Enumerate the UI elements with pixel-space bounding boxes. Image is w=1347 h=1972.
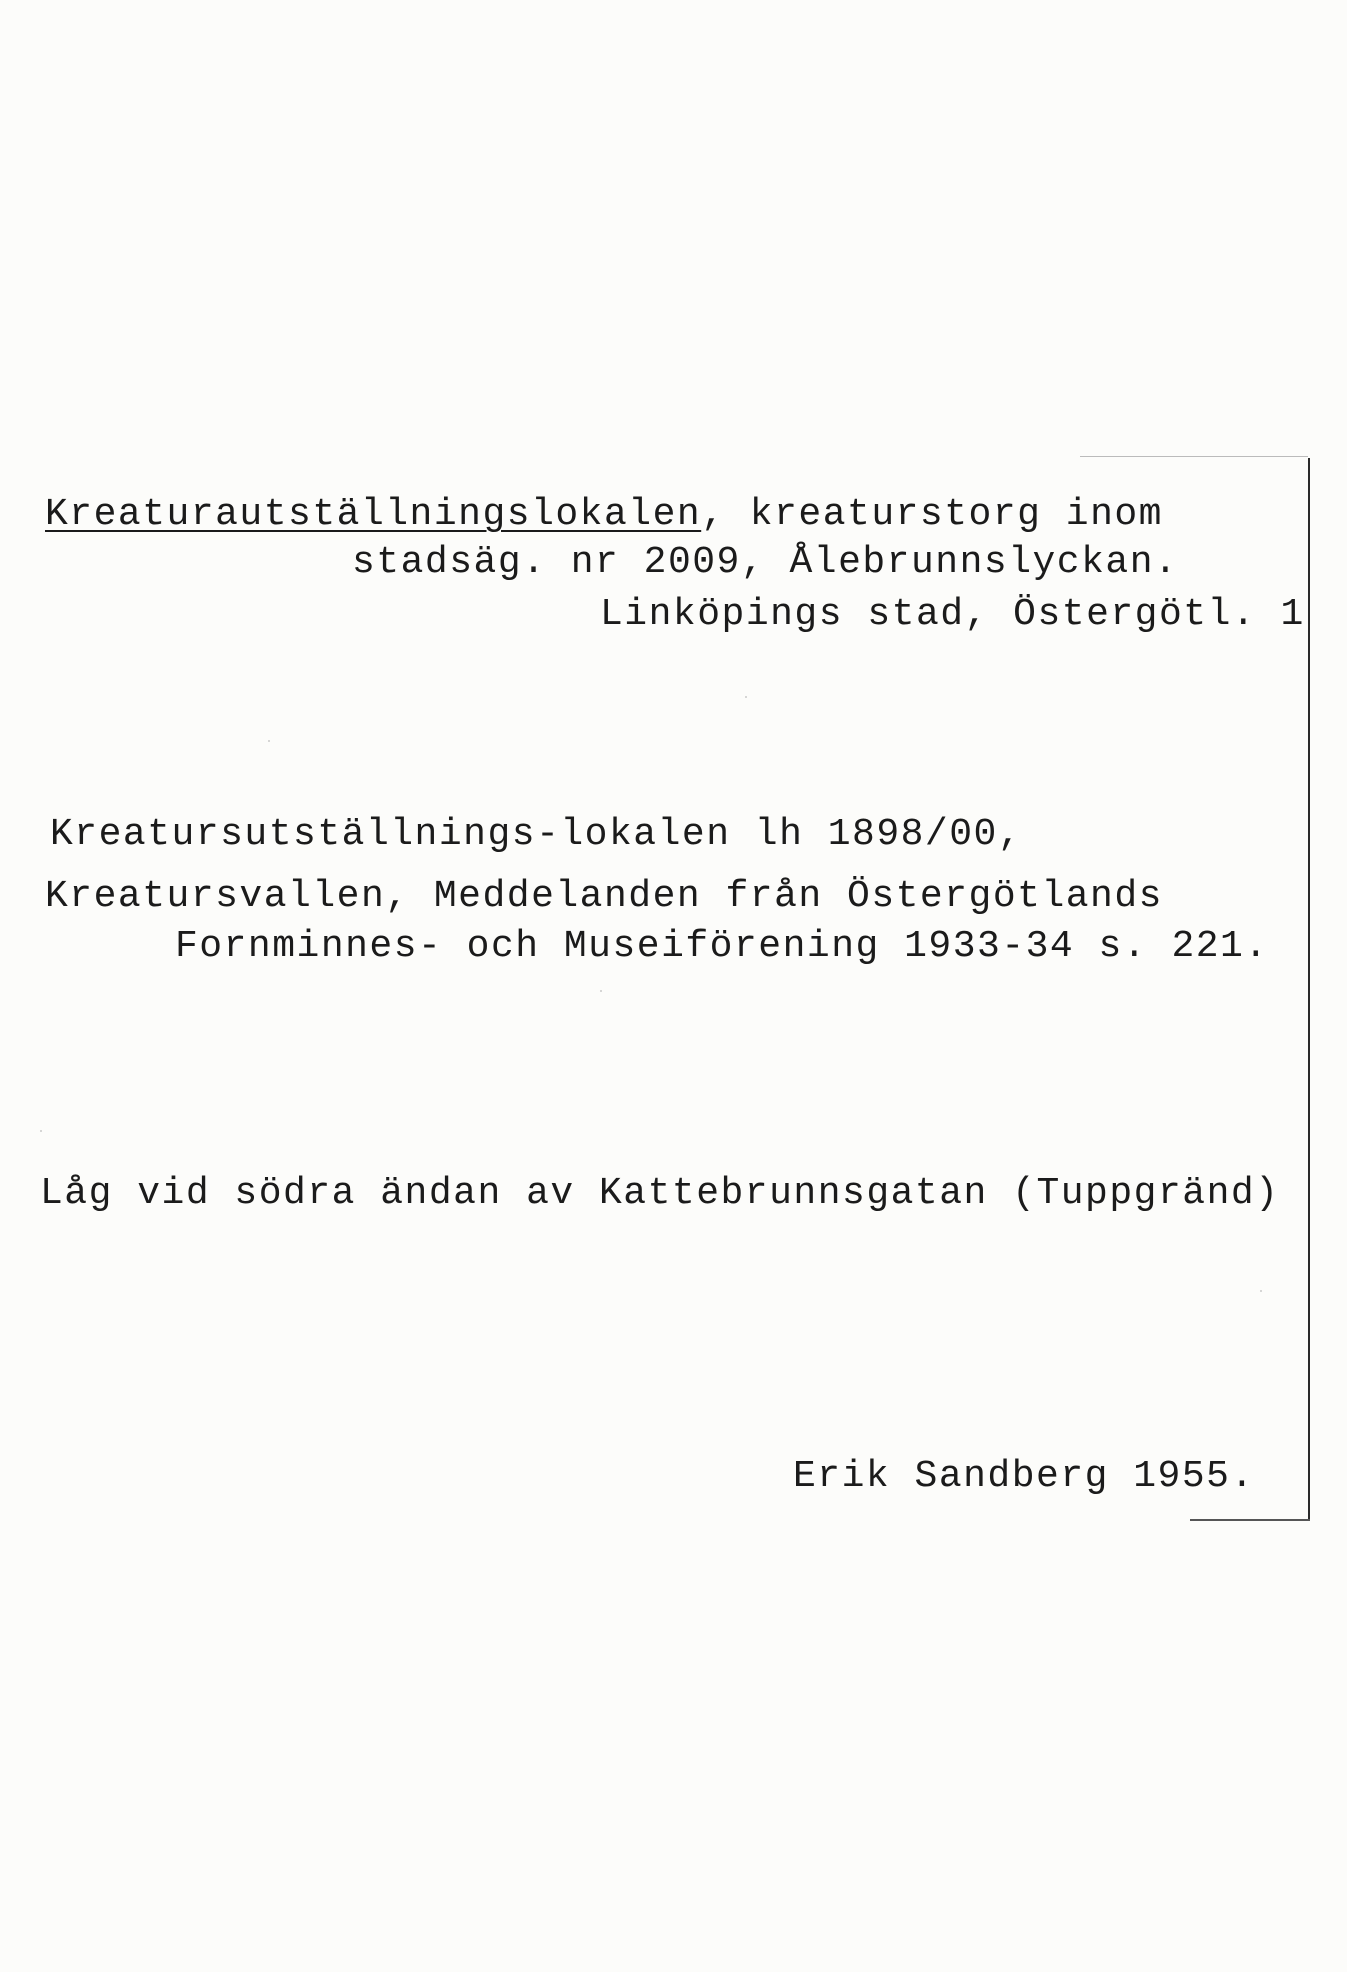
- card-right-edge: [1308, 458, 1310, 1521]
- signature: Erik Sandberg 1955.: [793, 1455, 1255, 1498]
- location-note: Låg vid södra ändan av Kattebrunnsgatan (Tuppgränd): [40, 1172, 1280, 1215]
- heading-line-1: [45, 493, 1163, 536]
- scan-speckle: [268, 740, 270, 742]
- card-bottom-edge: [1190, 1519, 1310, 1521]
- scan-speckle: [745, 696, 747, 698]
- heading-title-rest: , kreaturstorg inom: [701, 493, 1163, 536]
- scan-speckle: [1260, 1290, 1262, 1292]
- scan-speckle: [40, 1130, 42, 1132]
- scan-speckle: [600, 990, 602, 992]
- heading-title: Kreaturautställningslokalen: [45, 493, 702, 536]
- heading-line-3: Linköpings stad, Östergötl. 1: [600, 593, 1305, 636]
- reference-line-1: Kreatursutställnings-lokalen lh 1898/00,: [50, 813, 1023, 856]
- reference-line-3: Fornminnes- och Museiförening 1933-34 s. 221.: [175, 925, 1269, 968]
- heading-line-2: stadsäg. nr 2009, Ålebrunnslyckan.: [352, 541, 1179, 584]
- card-top-edge: [1080, 456, 1308, 457]
- reference-line-2: Kreatursvallen, Meddelanden från Östergötlands: [45, 875, 1163, 918]
